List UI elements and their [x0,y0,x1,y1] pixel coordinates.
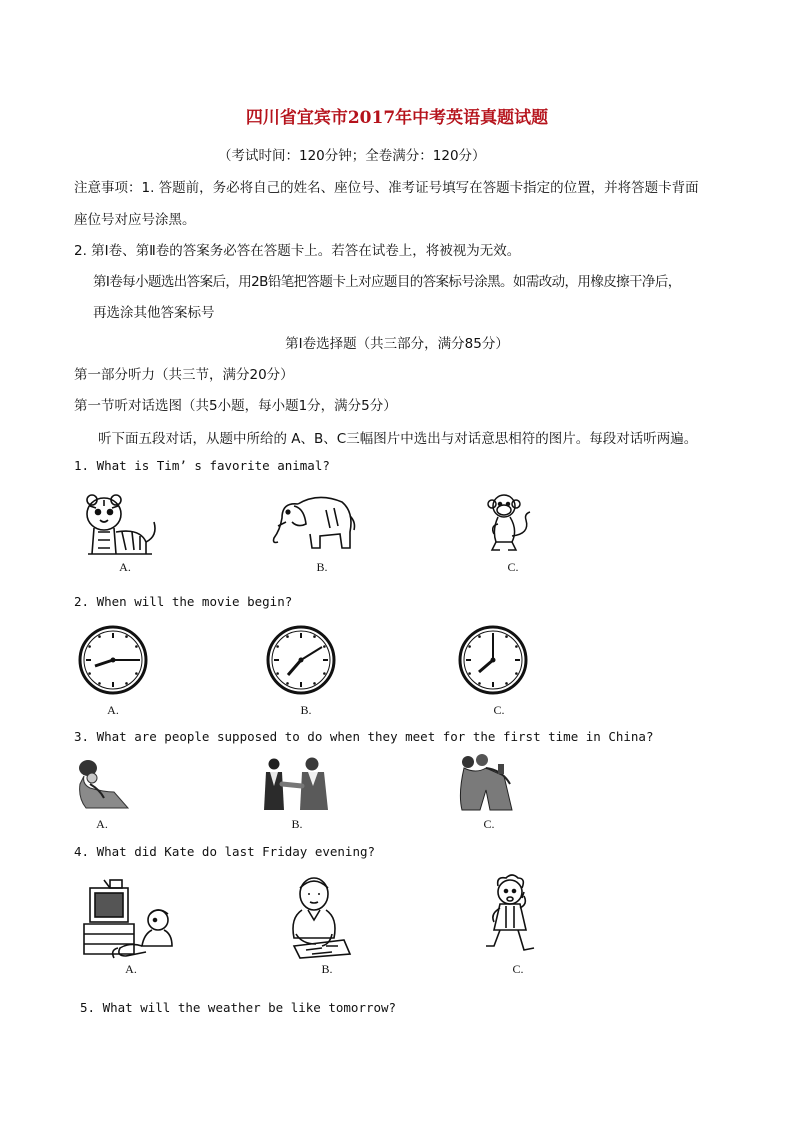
section-title: 第Ⅰ卷选择题（共三部分，满分85分） [285,336,509,352]
elephant-image [268,490,358,556]
notes-line-4: 第Ⅰ卷每小题选出答案后，用2B铅笔把答题卡上对应题目的答案标号涂黑。如需改动，用橡皮擦干净后， [93,274,681,290]
clock-c [458,625,528,695]
notes-line-5: 再选涂其他答案标号 [93,305,215,321]
notes-line-3: 2. 第Ⅰ卷、第Ⅱ卷的答案务必答在答题卡上。若答在试卷上，将被视为无效。 [74,243,521,259]
option-b-label: B. [321,962,333,976]
question-5: 5. What will the weather be like tomorrow? [80,1000,397,1015]
option-c-label: C. [512,962,524,976]
notes-line-1: 注意事项：1. 答题前，务必将自己的姓名、座位号、准考证号填写在答题卡指定的位置，并将答题卡背面 [74,180,699,196]
question-4: 4. What did Kate do last Friday evening? [74,844,376,859]
option-a-label: A. [119,560,131,574]
section-1-heading: 第一节听对话选图（共5小题，每小题1分，满分5分） [74,398,397,414]
watching-tv-image [80,876,180,960]
monkey-image [486,490,534,556]
option-b-label: B. [291,817,303,831]
singing-image [480,874,540,956]
option-c-label: C. [493,703,505,717]
exam-info: （考试时间：120分钟；全卷满分：120分） [218,148,486,164]
option-a-label: A. [125,962,137,976]
question-1: 1. What is Tim’ s favorite animal? [74,458,330,473]
clock-b [266,625,336,695]
part-1-heading: 第一部分听力（共三节，满分20分） [74,367,294,383]
tiger-image [80,492,160,557]
question-3: 3. What are people supposed to do when they meet for the first time in China? [74,729,654,744]
option-a-label: A. [107,703,119,717]
question-2: 2. When will the movie begin? [74,594,293,609]
option-c-label: C. [483,817,495,831]
option-c-label: C. [507,560,519,574]
option-a-label: A. [96,817,108,831]
clock-a [78,625,148,695]
exam-title: 四川省宜宾市2017年中考英语真题试题 [245,108,549,128]
instruction: 听下面五段对话，从题中所给的 A、B、C三幅图片中选出与对话意思相符的图片。每段对话听两遍。 [98,431,698,447]
handshake-image [258,756,334,812]
option-b-label: B. [316,560,328,574]
option-b-label: B. [300,703,312,717]
bowing-image [74,758,130,810]
drawing-image [282,874,354,958]
hug-image [456,754,522,812]
notes-line-2: 座位号对应号涂黑。 [74,212,196,228]
